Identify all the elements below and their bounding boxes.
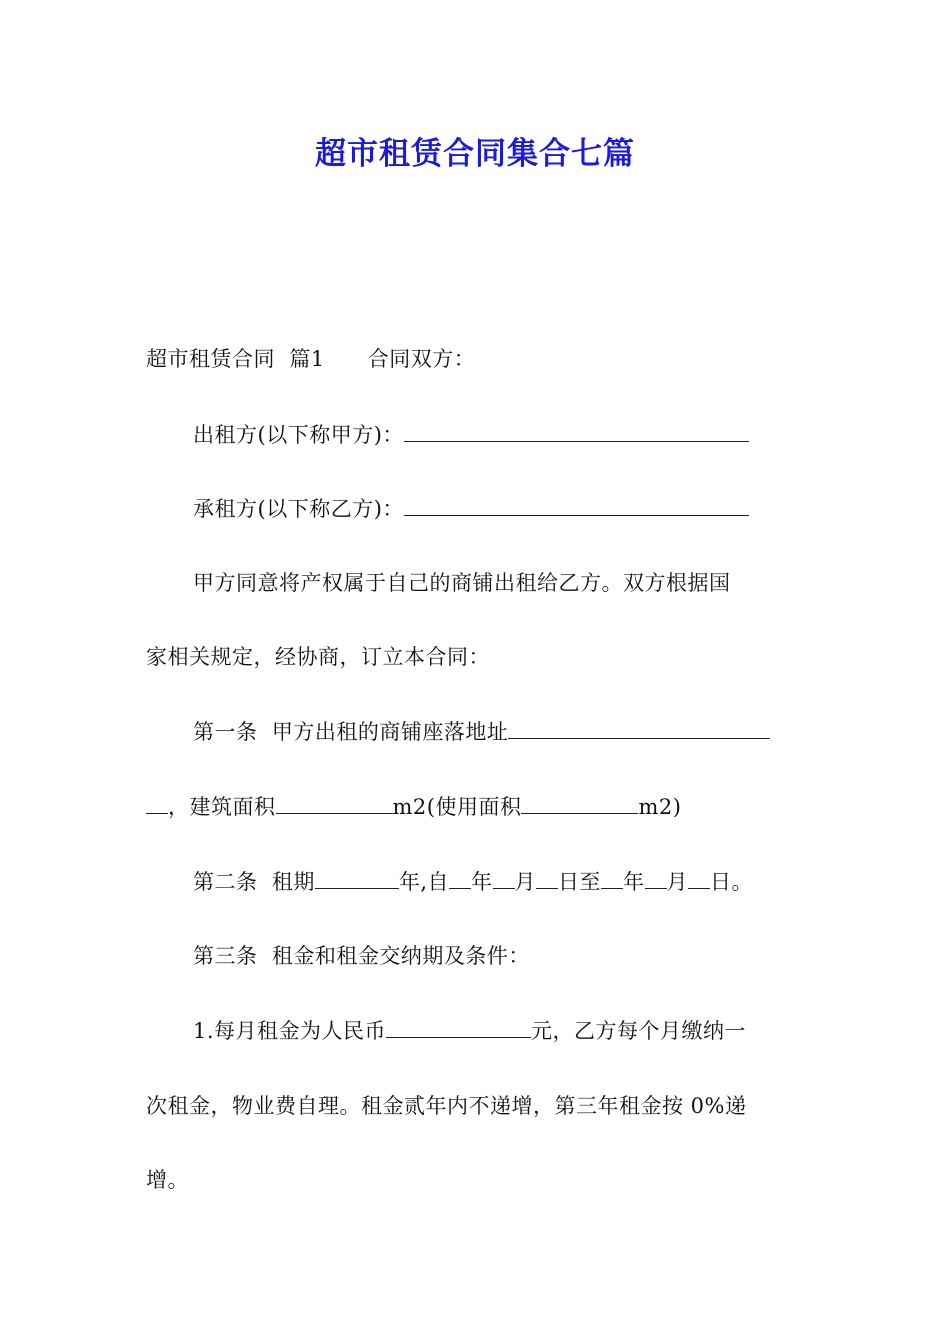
term-years-blank bbox=[315, 868, 399, 889]
address-blank-cont bbox=[146, 793, 168, 814]
paragraph-intro-1: 甲方同意将产权属于自己的商铺出租给乙方。双方根据国 bbox=[193, 571, 731, 595]
month-label: 月 bbox=[514, 870, 537, 894]
lessee-label: 承租方(以下称乙方)： bbox=[193, 497, 404, 521]
lessor-blank bbox=[404, 421, 749, 442]
usable-area-label: m2(使用面积 bbox=[392, 795, 522, 819]
article-2-line bbox=[193, 867, 753, 897]
paragraph-intro-2: 家相关规定，经协商，订立本合同： bbox=[146, 645, 490, 669]
end-day-blank bbox=[688, 868, 710, 889]
lessee-blank bbox=[404, 495, 749, 516]
lessee-line bbox=[193, 494, 749, 524]
lessor-label: 出租方(以下称甲方)： bbox=[193, 423, 404, 447]
day-to-label: 日至 bbox=[558, 870, 602, 894]
start-month-blank bbox=[493, 868, 515, 889]
end-month-blank bbox=[645, 868, 667, 889]
area-blank bbox=[276, 793, 393, 814]
year-label: 年 bbox=[471, 870, 493, 894]
rent-label-cont: 元，乙方每个月缴纳一 bbox=[531, 1019, 747, 1043]
article-2-text: 第二条 租期 bbox=[193, 870, 315, 894]
document-title: 超市租赁合同集合七篇 bbox=[315, 136, 635, 172]
rent-line-3: 增。 bbox=[146, 1168, 189, 1192]
rent-line-2: 次租金，物业费自理。租金贰年内不递增，第三年租金按 0%递 bbox=[146, 1094, 747, 1118]
rent-label: 1.每月租金为人民币 bbox=[193, 1019, 387, 1043]
start-year-blank bbox=[449, 868, 471, 889]
unit-label: m2) bbox=[638, 795, 682, 819]
article-1-line-1 bbox=[193, 717, 770, 747]
usable-area-blank bbox=[521, 793, 638, 814]
month-label-2: 月 bbox=[666, 870, 689, 894]
lessor-line bbox=[193, 420, 749, 450]
section-heading-1: 超市租赁合同 篇1 合同双方： bbox=[146, 347, 476, 371]
area-label: ，建筑面积 bbox=[168, 795, 276, 819]
year-label-2: 年 bbox=[623, 870, 645, 894]
start-day-blank bbox=[536, 868, 558, 889]
rent-line-1 bbox=[193, 1016, 746, 1046]
rent-amount-blank bbox=[386, 1017, 531, 1038]
day-end-label: 日。 bbox=[710, 870, 754, 894]
article-1-text: 第一条 甲方出租的商铺座落地址 bbox=[193, 720, 509, 744]
term-from-label: 年,自 bbox=[398, 870, 450, 894]
address-blank bbox=[508, 718, 770, 739]
end-year-blank bbox=[601, 868, 623, 889]
article-3-heading: 第三条 租金和租金交纳期及条件： bbox=[193, 944, 530, 968]
article-1-line-2 bbox=[146, 792, 681, 822]
